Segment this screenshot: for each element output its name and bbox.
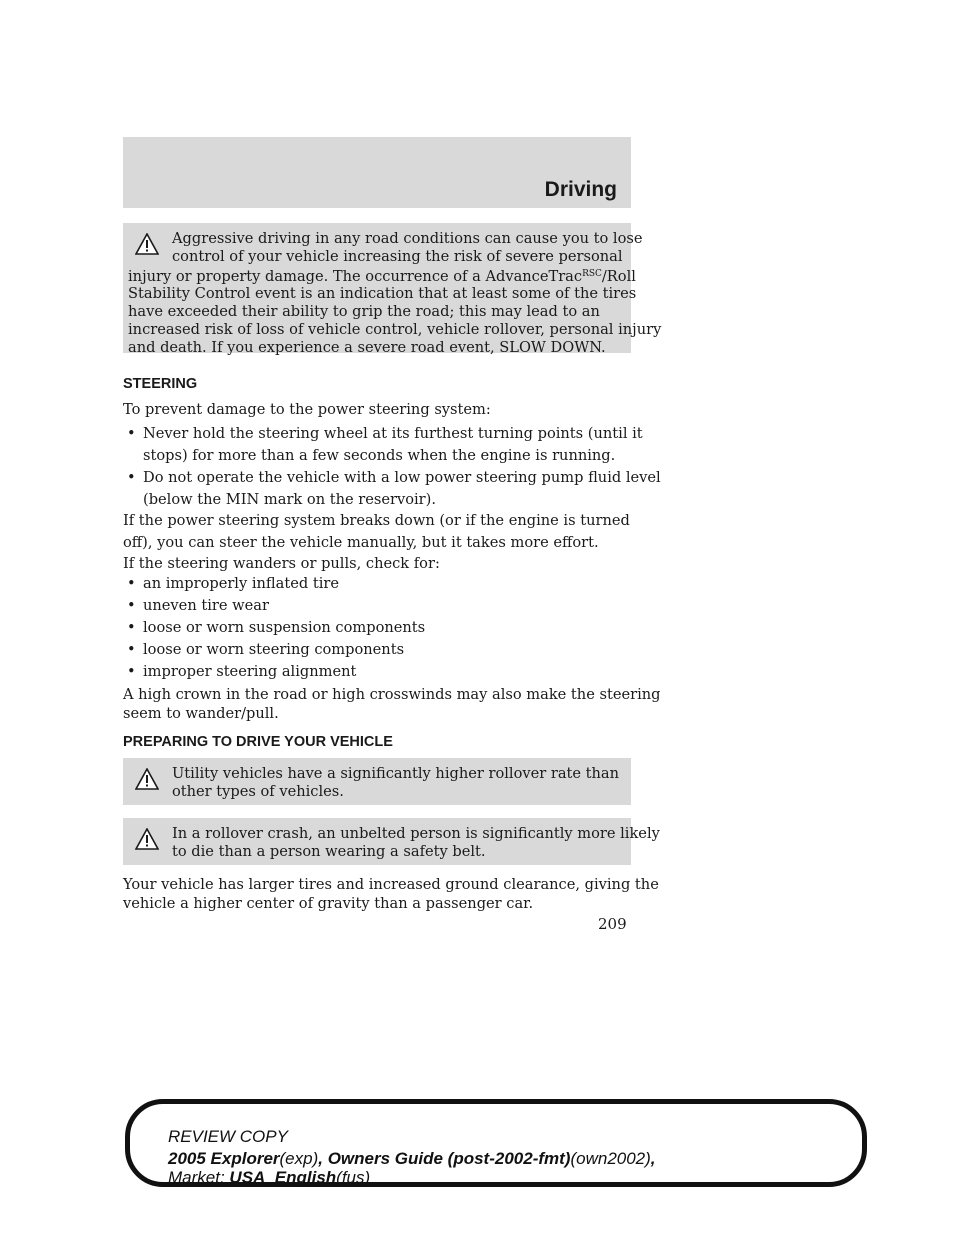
paragraph-line: vehicle a higher center of gravity than a passenger car. [123, 894, 534, 912]
market-label: Market: [168, 1168, 225, 1187]
warning-triangle-icon [135, 768, 159, 790]
warning-box-rollover-rate [123, 758, 631, 805]
list-item [123, 617, 643, 639]
warning-text-line: Aggressive driving in any road conditions can cause you to lose [172, 230, 643, 247]
section-title: Driving [544, 178, 617, 201]
warning-box-aggressive-driving [123, 223, 662, 356]
review-market-info [168, 1168, 370, 1188]
paragraph-line: Your vehicle has larger tires and increased ground clearance, giving the [123, 876, 659, 893]
review-copy-box [125, 1099, 867, 1187]
steering-heading: STEERING [123, 376, 198, 392]
paragraph-line: A high crown in the road or high crosswinds may also make the steering [123, 686, 661, 703]
list-item-text: Never hold the steering wheel at its furthest turning points (until it [143, 425, 643, 442]
bullet-icon: • [127, 575, 136, 592]
list-item [123, 423, 643, 467]
breakdown-paragraph [123, 510, 643, 554]
warning-text-line: have exceeded their ability to grip the road; this may lead to an [128, 303, 600, 321]
warning-triangle-icon [135, 828, 159, 850]
bullet-icon: • [127, 425, 136, 442]
list-item [123, 661, 643, 683]
warning-text-line: and death. If you experience a severe road event, SLOW DOWN. [128, 338, 606, 356]
list-item-text: loose or worn suspension components [143, 619, 426, 636]
preparing-heading: PREPARING TO DRIVE YOUR VEHICLE [123, 734, 393, 750]
paragraph-line: seem to wander/pull. [123, 704, 279, 722]
paragraph-line: If the power steering system breaks down (or if the engine is turned [123, 512, 630, 529]
warning-text-fragment: /Roll [601, 267, 636, 285]
bullet-icon: • [127, 469, 136, 486]
trademark-symbol: RSC [582, 268, 602, 279]
warning-text-line [128, 266, 636, 286]
list-item [123, 573, 643, 595]
list-item [123, 467, 661, 511]
warning-text-line: Stability Control event is an indication that at least some of the tires [128, 285, 637, 303]
separator: , [318, 1149, 328, 1168]
guide-code: (own2002) [570, 1149, 651, 1168]
list-item-text: (below the MIN mark on the reservoir). [143, 491, 436, 508]
guide-name: Owners Guide (post-2002-fmt) [327, 1149, 571, 1168]
list-item-text: Do not operate the vehicle with a low power steering pump fluid level [143, 469, 661, 486]
list-item-text: improper steering alignment [143, 663, 357, 680]
review-document-info [168, 1149, 656, 1169]
warning-triangle-icon [135, 233, 159, 255]
wander-intro: If the steering wanders or pulls, check for: [123, 555, 440, 572]
warning-text-fragment: injury or property damage. The occurrence of a AdvanceTrac [128, 267, 583, 285]
header-band [123, 137, 631, 208]
warning-box-unbelted [123, 818, 660, 865]
warning-text-line: to die than a person wearing a safety belt. [172, 842, 486, 860]
warning-text-line: Utility vehicles have a significantly higher rollover rate than [172, 765, 620, 782]
separator: , [650, 1149, 656, 1168]
market-name: USA_English [229, 1168, 337, 1187]
crown-paragraph [123, 686, 661, 723]
bullet-icon: • [127, 641, 136, 658]
list-item-text: uneven tire wear [143, 597, 269, 614]
list-item-text: stops) for more than a few seconds when the engine is running. [143, 447, 616, 464]
list-item [123, 595, 643, 617]
warning-text-line: In a rollover crash, an unbelted person is significantly more likely [172, 825, 660, 842]
model-name: 2005 Explorer [168, 1149, 280, 1168]
market-code: (fus) [336, 1168, 371, 1187]
list-item [123, 639, 643, 661]
list-item-text: an improperly inflated tire [143, 575, 339, 592]
bullet-icon: • [127, 619, 136, 636]
list-item-text: loose or worn steering components [143, 641, 405, 658]
warning-text-line: increased risk of loss of vehicle control, vehicle rollover, personal injury [128, 320, 662, 338]
closing-paragraph [123, 876, 659, 913]
page-number: 209 [598, 915, 627, 933]
paragraph-line: off), you can steer the vehicle manually, but it takes more effort. [123, 534, 599, 551]
review-copy-label: REVIEW COPY [168, 1127, 288, 1146]
warning-text-line: other types of vehicles. [172, 782, 344, 800]
steering-intro: To prevent damage to the power steering system: [123, 401, 491, 418]
warning-text-line: control of your vehicle increasing the risk of severe personal [172, 247, 623, 265]
model-code: (exp) [279, 1149, 319, 1168]
bullet-icon: • [127, 597, 136, 614]
bullet-icon: • [127, 663, 136, 680]
